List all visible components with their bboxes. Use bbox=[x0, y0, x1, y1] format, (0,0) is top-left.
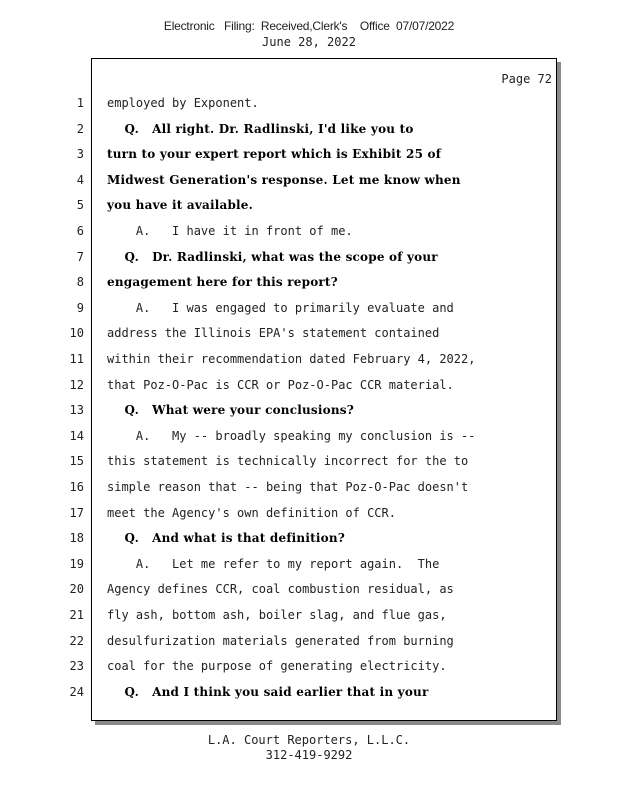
transcript-line: simple reason that -- being that Poz-O-Pac doesn't bbox=[107, 480, 469, 494]
transcript-line: Q. And I think you said earlier that in your bbox=[107, 685, 429, 699]
electronic-filing-stamp: Electronic Filing: Received,Clerk's Office 07/07/2022 bbox=[163, 19, 455, 33]
transcript-line: you have it available. bbox=[107, 198, 254, 212]
line-number: 24 bbox=[69, 685, 84, 699]
line-number: 1 bbox=[76, 96, 84, 110]
line-number: 8 bbox=[76, 275, 84, 289]
line-number: 19 bbox=[69, 557, 84, 571]
line-number: 20 bbox=[69, 582, 84, 596]
transcript-line: Q. What were your conclusions? bbox=[107, 403, 354, 417]
transcript-line: A. I have it in front of me. bbox=[107, 224, 353, 238]
transcript-line: Q. And what is that definition? bbox=[107, 531, 345, 545]
transcript-line: turn to your expert report which is Exhibit 25 of bbox=[107, 147, 442, 161]
transcript-line: address the Illinois EPA's statement contained bbox=[107, 326, 440, 340]
transcript-line: within their recommendation dated February 4, 2022, bbox=[107, 352, 476, 366]
transcript-line: this statement is technically incorrect for the to bbox=[107, 454, 469, 468]
line-number: 13 bbox=[69, 403, 84, 417]
transcript-line: coal for the purpose of generating electricity. bbox=[107, 659, 447, 673]
line-number: 15 bbox=[69, 454, 84, 468]
transcript-line: that Poz-O-Pac is CCR or Poz-O-Pac CCR material. bbox=[107, 378, 454, 392]
line-number: 23 bbox=[69, 659, 84, 673]
line-number: 21 bbox=[69, 608, 84, 622]
transcript-line: engagement here for this report? bbox=[107, 275, 338, 289]
transcript-line: Midwest Generation's response. Let me know when bbox=[107, 173, 461, 187]
line-number: 18 bbox=[69, 531, 84, 545]
line-number: 12 bbox=[69, 378, 84, 392]
line-number: 10 bbox=[69, 326, 84, 340]
transcript-line: employed by Exponent. bbox=[107, 96, 259, 110]
line-number: 2 bbox=[76, 122, 84, 136]
line-number: 4 bbox=[76, 173, 84, 187]
line-number: 16 bbox=[69, 480, 84, 494]
line-number: 22 bbox=[69, 634, 84, 648]
transcript-line: A. My -- broadly speaking my conclusion is -- bbox=[107, 429, 476, 443]
line-number: 11 bbox=[69, 352, 84, 366]
line-number: 17 bbox=[69, 506, 84, 520]
transcript-line: Q. All right. Dr. Radlinski, I'd like you to bbox=[107, 122, 414, 136]
transcript-line: desulfurization materials generated from burning bbox=[107, 634, 454, 648]
line-number: 9 bbox=[76, 301, 84, 315]
page-number: Page 72 bbox=[501, 72, 552, 86]
line-number: 6 bbox=[76, 224, 84, 238]
line-number: 3 bbox=[76, 147, 84, 161]
reporter-company: L.A. Court Reporters, L.L.C. bbox=[207, 733, 411, 747]
transcript-line: A. I was engaged to primarily evaluate and bbox=[107, 301, 454, 315]
reporter-phone: 312-419-9292 bbox=[265, 748, 353, 762]
transcript-line: fly ash, bottom ash, boiler slag, and flue gas, bbox=[107, 608, 447, 622]
transcript-line: Agency defines CCR, coal combustion residual, as bbox=[107, 582, 454, 596]
transcript-date: June 28, 2022 bbox=[262, 35, 356, 49]
transcript-line: Q. Dr. Radlinski, what was the scope of your bbox=[107, 250, 438, 264]
line-number: 5 bbox=[76, 198, 84, 212]
transcript-line: meet the Agency's own definition of CCR. bbox=[107, 506, 396, 520]
line-number: 7 bbox=[76, 250, 84, 264]
line-number: 14 bbox=[69, 429, 84, 443]
transcript-line: A. Let me refer to my report again. The bbox=[107, 557, 440, 571]
